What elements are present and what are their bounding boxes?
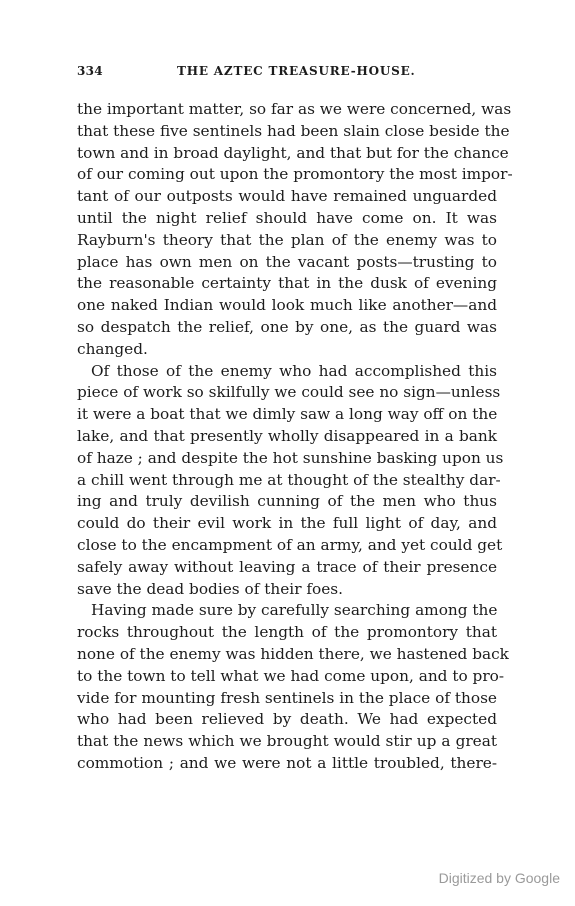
- running-head: [77, 64, 497, 84]
- text-line: lake, and that presently wholly disappeared in a bank: [77, 426, 497, 445]
- text-line: Of those of the enemy who had accomplished this: [91, 361, 497, 380]
- page-number: 334: [77, 64, 103, 78]
- digitized-watermark: Digitized by Google: [438, 870, 560, 886]
- text-line: the important matter, so far as we were concerned, was: [77, 100, 512, 118]
- text-line: save the dead bodies of their foes.: [77, 579, 343, 598]
- text-line: vide for mounting fresh sentinels in the place of those: [77, 688, 497, 707]
- text-line: the reasonable certainty that in the dusk of evening: [77, 274, 497, 293]
- text-line: a chill went through me at thought of the stealthy dar-: [77, 470, 501, 489]
- text-line: of haze ; and despite the hot sunshine basking upon us: [77, 448, 504, 467]
- text-line: piece of work so skilfully we could see no sign—unless: [77, 383, 501, 402]
- text-line: safely away without leaving a trace of their presence: [77, 557, 497, 576]
- text-line: could do their evil work in the full light of day, and: [77, 514, 497, 533]
- text-line: to the town to tell what we had come upon, and to pro-: [77, 666, 505, 685]
- text-line: ing and truly devilish cunning of the men who thus: [77, 492, 497, 511]
- text-line: rocks throughout the length of the promontory that: [77, 623, 497, 642]
- text-line: none of the enemy was hidden there, we hastened back: [77, 644, 509, 663]
- text-line: commotion ; and we were not a little troubled, there-: [77, 753, 497, 772]
- text-line: changed.: [77, 339, 148, 358]
- text-line: that the news which we brought would stir up a great: [77, 732, 497, 751]
- text-line: until the night relief should have come on. It was: [77, 208, 497, 227]
- text-line: one naked Indian would look much like another—and: [77, 296, 497, 315]
- body-text: [77, 99, 513, 775]
- text-line: that these five sentinels had been slain close beside the: [77, 121, 510, 140]
- text-line: tant of our outposts would have remained unguarded: [77, 187, 497, 206]
- running-title: THE AZTEC TREASURE-HOUSE.: [177, 64, 416, 78]
- text-line: it were a boat that we dimly saw a long way off on the: [77, 405, 498, 424]
- text-line: town and in broad daylight, and that but for the chance: [77, 143, 509, 162]
- text-line: place has own men on the vacant posts—trusting to: [77, 252, 497, 271]
- text-line: close to the encampment of an army, and yet could get: [77, 535, 503, 554]
- text-line: who had been relieved by death. We had expected: [77, 710, 497, 729]
- text-line: so despatch the relief, one by one, as the guard was: [77, 317, 497, 336]
- text-line: Having made sure by carefully searching among the: [91, 601, 498, 620]
- text-line: of our coming out upon the promontory the most impor-: [77, 165, 513, 184]
- text-line: Rayburn's theory that the plan of the enemy was to: [77, 230, 497, 249]
